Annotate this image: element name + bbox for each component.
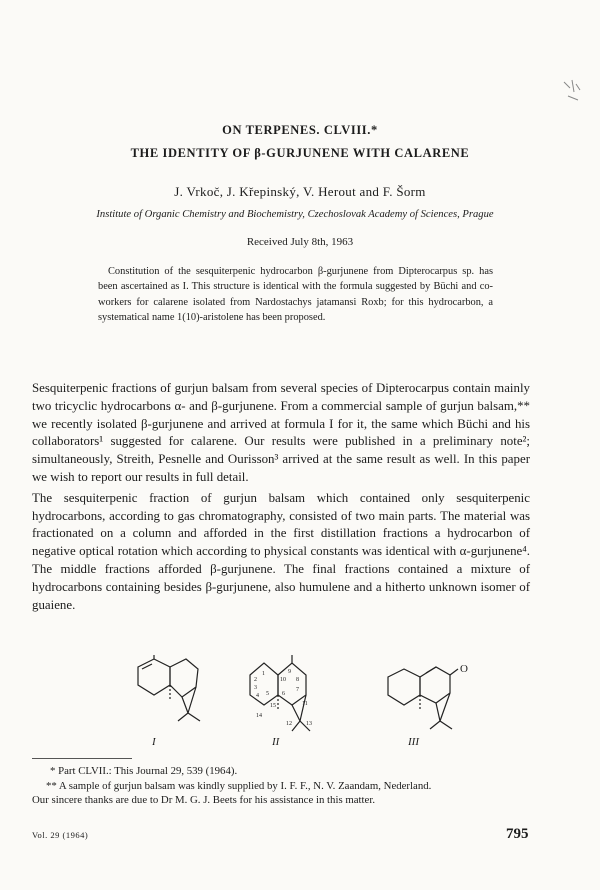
institute: Institute of Organic Chemistry and Biochemistry, Czechoslovak Academy of Sciences, Prague	[96, 209, 494, 220]
structure-i	[138, 655, 200, 721]
received-date: Received July 8th, 1963	[246, 236, 354, 248]
atom-number-11: 11	[302, 701, 308, 707]
atom-number-4: 4	[256, 693, 259, 699]
atom-number-5: 5	[266, 691, 269, 697]
footnote-1: * Part CLVII.: This Journal 29, 539 (1964).	[50, 765, 238, 777]
title-line-1: ON TERPENES. CLVIII.*	[222, 123, 378, 137]
atom-number-7: 7	[296, 687, 299, 693]
atom-number-14: 14	[256, 713, 262, 719]
body-text	[32, 380, 530, 617]
atom-number-6: 6	[282, 691, 285, 697]
atom-number-8: 8	[296, 677, 299, 683]
figure-label-i: I	[152, 736, 156, 748]
footnote-2-line-1: ** A sample of gurjun balsam was kindly supplied by I. F. F., N. V. Zaandam, Nederland.	[46, 780, 432, 792]
footnote-2-line-2: Our sincere thanks are due to Dr M. G. J. Beets for his assistance in this matter.	[32, 794, 376, 806]
atom-number-13: 13	[306, 721, 312, 727]
paragraph-1: Sesquiterpenic fractions of gurjun balsam from several species of Dipterocarpus contain mainly two tricyclic hydrocarbons α- and β-gurjunene. From a commercial sample of gurjun balsam,** we recently isolated β-gurjunene and arrived at formula I for it, the same which Büchi and his collaborators¹ suggested for calarene. Our results were published in a preliminary note²; simultaneously, Streith, Pesnelle and Ourisson³ arrived at the same result as well. In this paper we wish to report our results in full detail.	[32, 381, 530, 484]
abstract-text: Constitution of the sesquiterpenic hydrocarbon β-gurjunene from Dipterocarpus sp. has been ascertained as I. This structure is identical with the formula suggested by Büchi and co-workers for calarene isolated from Nardostachys jatamansi Roxb; for this hydrocarbon, a systematical name 1(10)-aristolene has been proposed.	[98, 266, 493, 324]
journal-reference: Vol. 29 (1964)	[32, 830, 89, 840]
footnote-rule	[32, 758, 132, 759]
atom-number-2: 2	[254, 677, 257, 683]
authors: J. Vrkoč, J. Křepinský, V. Herout and F. Šorm	[174, 184, 426, 199]
page-number: 795	[506, 826, 529, 842]
title-line-2: THE IDENTITY OF β-GURJUNENE WITH CALARENE	[130, 146, 470, 160]
atom-number-10: 10	[280, 677, 286, 683]
margin-ink-mark	[560, 78, 584, 108]
figure-label-ii: II	[272, 736, 280, 748]
paragraph-2: The sesquiterpenic fraction of gurjun balsam which contained only sesquiterpenic hydrocarbons, according to gas chromatography, consisted of two main parts. The material was fractionated on a column and afforded in the first distillation fractions a hydrocarbon of negative optical rotation which according to physical constants was identical with α-gurjunene⁴. The middle fractions afforded β-gurjunene. The final fractions contained a mixture of hydrocarbons containing besides β-gurjunene, also humulene and a hitherto unknown isomer of guaiene.	[32, 490, 530, 612]
structure-ii	[250, 655, 310, 731]
figure-label-iii: III	[408, 736, 419, 748]
structure-figures	[0, 655, 600, 755]
atom-number-15: 15	[270, 703, 276, 709]
atom-number-12: 12	[286, 721, 292, 727]
atom-number-9: 9	[288, 669, 291, 675]
structure-iii	[388, 667, 458, 729]
abstract	[98, 264, 493, 326]
atom-number-3: 3	[254, 685, 257, 691]
atom-number-1: 1	[262, 671, 265, 677]
oxygen-label: O	[460, 663, 468, 675]
